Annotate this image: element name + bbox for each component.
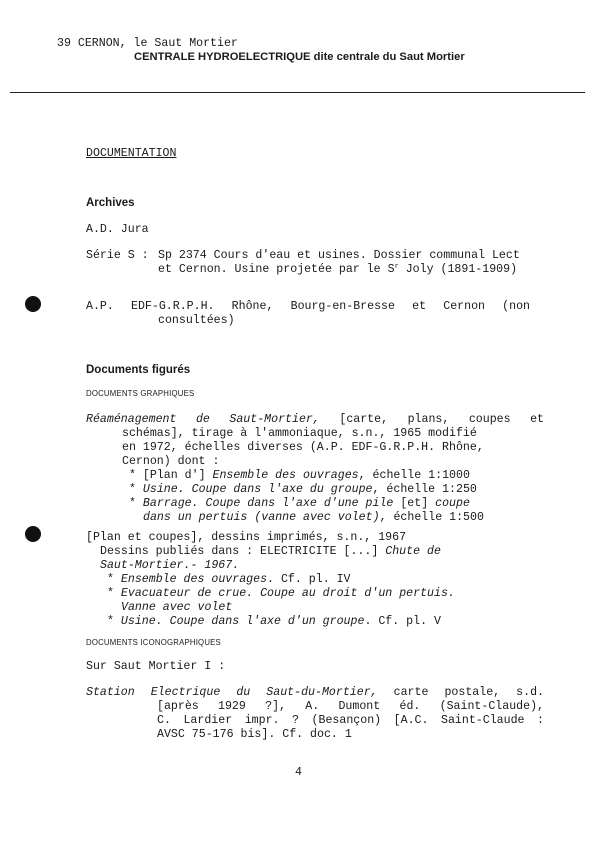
plan-coupes-line-2-b: Chute de [385,545,441,558]
archives-heading: Archives [86,197,135,209]
item-suffix: [et] [393,497,436,510]
ap-line-2: consultées) [158,314,235,327]
plan-coupes-item-2 [86,587,546,601]
header-rule [10,92,585,93]
ap-entry [86,300,530,328]
item-suffix: . Cf. pl. V [364,615,441,628]
documents-figures-heading: Documents figurés [86,364,191,376]
reamenagement-item-2 [86,483,544,497]
iconographiques-heading: DOCUMENTS ICONOGRAPHIQUES [86,638,221,647]
graphiques-heading: DOCUMENTS GRAPHIQUES [86,389,195,398]
plan-coupes-item-1 [86,573,546,587]
station-line-2: [après 1929 ?], A. Dumont éd. (Saint-Claude), [157,700,544,713]
item-title: Ensemble des ouvrages [120,573,268,586]
item-title: Usine. Coupe dans l'axe d'un groupe [120,615,365,628]
item-prefix: * [107,573,121,586]
serie-entry [158,249,520,277]
reamenagement-line-3: en 1972, échelles diverses (A.P. EDF-G.R.P.H. Rhône, [122,441,484,454]
plan-coupes-item-3 [86,615,546,629]
ap-line-1: A.P. EDF-G.R.P.H. Rhône, Bourg-en-Bresse et Cernon (non [86,300,530,313]
station-entry [86,686,544,742]
serie-label: Série S : [86,249,149,262]
station-line-1 [86,686,544,700]
plan-coupes-line-1: [Plan et coupes], dessins imprimés, s.n., 1967 [86,531,407,544]
margin-bullet-1 [25,296,41,312]
serie-line-1: Sp 2374 Cours d'eau et usines. Dossier communal Lect [158,249,520,262]
item-prefix: * [107,587,121,600]
item-suffix: . Cf. pl. IV [267,573,351,586]
station-line-3: C. Lardier impr. ? (Besançon) [A.C. Saint-Claude : [157,714,544,727]
item-prefix: * [129,483,143,496]
serie-superscript: r [394,263,399,271]
item-prefix: * [129,497,143,510]
serie-line-2-b: Joly (1891-1909) [398,263,518,276]
reamenagement-line-1 [86,413,544,427]
margin-bullet-2 [25,526,41,542]
station-line-1-rest: carte postale, s.d. [377,686,544,699]
item-title-2: coupe [435,497,470,510]
station-line-4: AVSC 75-176 bis]. Cf. doc. 1 [157,728,352,741]
header-title: CENTRALE HYDROELECTRIQUE dite centrale du Saut Mortier [134,51,465,63]
reamenagement-item-3 [86,497,544,511]
reamenagement-item-3-cont [86,511,544,525]
item-title: Ensemble des ouvrages [212,469,359,482]
plan-coupes-line-3: Saut-Mortier.- 1967. [100,559,240,572]
item-prefix: * [107,615,121,628]
archives-ad-jura: A.D. Jura [86,223,149,236]
page-number: 4 [295,766,302,779]
item-title: Evacuateur de crue. Coupe au droit d'un pertuis. [120,587,455,600]
item-title: Usine. Coupe dans l'axe du groupe [142,483,373,496]
item-title: Barrage. Coupe dans l'axe d'une pile [142,497,394,510]
reamenagement-line-1-rest: [carte, plans, coupes et [319,413,544,426]
reamenagement-item-1 [86,469,544,483]
section-title: DOCUMENTATION [86,147,177,160]
item-suffix: , échelle 1:250 [372,483,477,496]
plan-coupes-line-2 [86,545,546,559]
plan-coupes-entry [86,531,546,629]
item-suffix: , échelle 1:1000 [358,469,470,482]
item-prefix: * [Plan d'] [129,469,213,482]
reamenagement-line-2: schémas], tirage à l'ammoniaque, s.n., 1965 modifié [122,427,477,440]
item-suffix: , échelle 1:500 [379,511,484,524]
serie-line-2 [158,263,520,277]
reamenagement-title: Réaménagement de Saut-Mortier, [86,413,320,426]
item-title: dans un pertuis (vanne avec volet) [143,511,380,524]
plan-coupes-line-2-a: Dessins publiés dans : ELECTRICITE [...] [100,545,386,558]
header-location: 39 CERNON, le Saut Mortier [57,37,238,50]
serie-line-2-a: et Cernon. Usine projetée par le S [158,263,395,276]
reamenagement-entry [86,413,544,525]
sur-saut-mortier: Sur Saut Mortier I : [86,660,226,673]
reamenagement-line-4: Cernon) dont : [122,455,220,468]
station-title: Station Electrique du Saut-du-Mortier, [86,686,378,699]
plan-coupes-item-2-cont: Vanne avec volet [121,601,233,614]
